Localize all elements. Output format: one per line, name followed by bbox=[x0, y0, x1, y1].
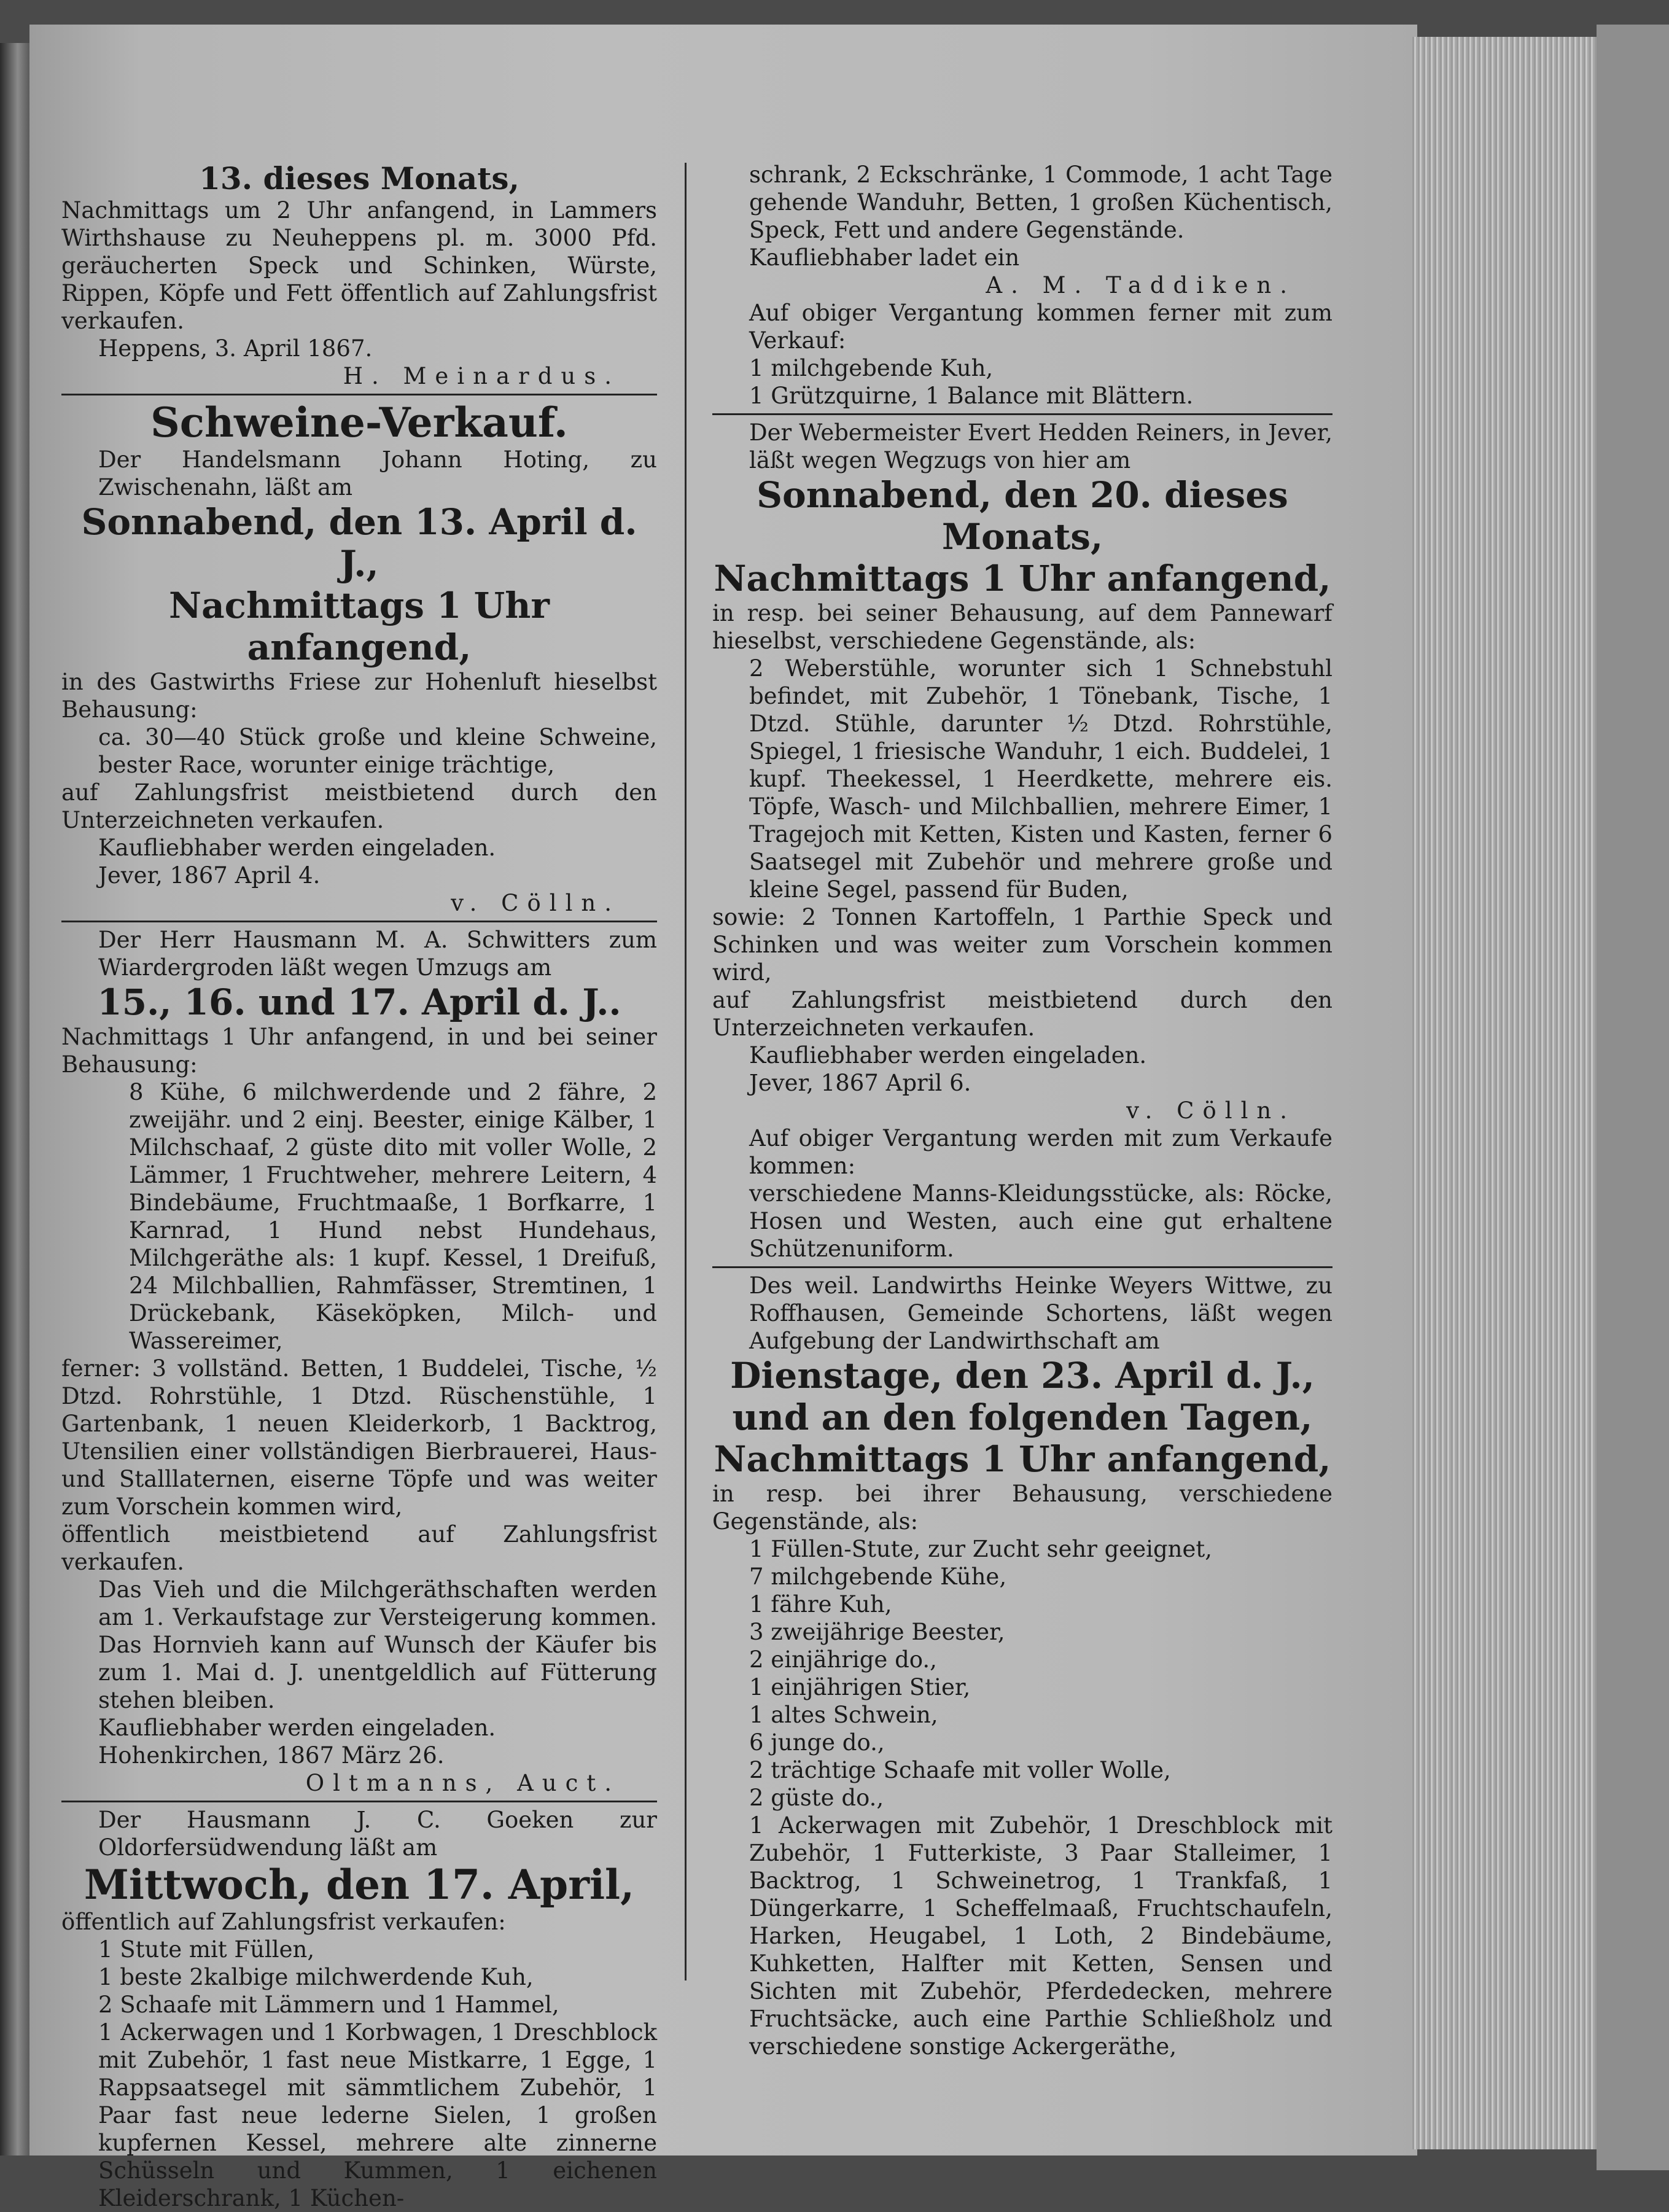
ad-text: Kaufliebhaber werden eingeladen. bbox=[98, 1715, 496, 1741]
ad-text: sowie: 2 Tonnen Kartoffeln, 1 Parthie Speck und Schinken und was weiter zum Vorschein kommen wird, bbox=[712, 904, 1332, 986]
ad-text: 2 trächtige Schaafe mit voller Wolle, bbox=[749, 1757, 1171, 1783]
book-cover-edge bbox=[1597, 25, 1669, 2170]
ad-text: schrank, 2 Eckschränke, 1 Commode, 1 acht Tage gehende Wanduhr, Betten, 1 großen Küchentisch, Speck, Fett und andere Gegenstände. bbox=[749, 162, 1332, 243]
ad-text: in des Gastwirths Friese zur Hohenluft hieselbst Behausung: bbox=[61, 669, 657, 723]
ad-text: öffentlich auf Zahlungsfrist verkaufen: bbox=[61, 1909, 506, 1935]
ad-headline: Nachmittags 1 Uhr anfangend, bbox=[169, 585, 550, 668]
ad-text: Auf obiger Vergantung werden mit zum Verkaufe kommen: bbox=[749, 1125, 1332, 1179]
ad-separator-rule bbox=[712, 1266, 1332, 1268]
ad-text: Der Webermeister Evert Hedden Reiners, in Jever, läßt wegen Wegzugs von hier am bbox=[749, 419, 1332, 473]
ad-text: Nachmittags um 2 Uhr anfangend, in Lammers Wirthshause zu Neuheppens pl. m. 3000 Pfd. geräucherten Speck und Schinken, Würste, Rippen, Köpfe und Fett öffentlich auf Zahlungsfrist verkaufen. bbox=[61, 197, 657, 334]
ad-text: Der Handelsmann Johann Hoting, zu Zwischenahn, läßt am bbox=[98, 446, 657, 500]
ad-text: öffentlich meistbietend auf Zahlungsfrist verkaufen. bbox=[61, 1521, 657, 1575]
page-stack-edge bbox=[1412, 37, 1597, 2149]
advertisement-reiners bbox=[712, 419, 1332, 1263]
ad-separator-rule bbox=[61, 394, 657, 395]
ad-text: 2 einjährige do., bbox=[749, 1646, 937, 1673]
ad-text: verschiedene Manns-Kleidungsstücke, als: Röcke, Hosen und Westen, auch eine gut erhaltene Schützenuniform. bbox=[749, 1180, 1332, 1262]
ad-text: Kaufliebhaber werden eingeladen. bbox=[98, 835, 496, 861]
advertisement-weyers bbox=[712, 1272, 1332, 2060]
ad-text: 3 zweijährige Beester, bbox=[749, 1619, 1005, 1645]
ad-text: 1 beste 2kalbige milchwerdende Kuh, bbox=[98, 1964, 534, 1990]
ad-text: 2 Weberstühle, worunter sich 1 Schnebstuhl befindet, mit Zubehör, 1 Tönebank, Tische, 1 Dtzd. Stühle, darunter ½ Dtzd. Rohrstühle, Spiegel, 1 friesische Wanduhr, 1 eich. Buddelei, 1 kupf. Theekessel, 1 Heerdkette, mehrere eis. Töpfe, Wasch- und Milchballien, mehrere Eimer, 1 Tragejoch mit Ketten, Kisten und Kasten, ferner 6 Saatsegel mit Zubehör und mehrere große und kleine Segel, passend für Buden, bbox=[749, 655, 1332, 903]
ad-text: Das Vieh und die Milchgeräthschaften werden am 1. Verkaufstage zur Versteigerung kommen. Das Hornvieh kann auf Wunsch der Käufer bis zum 1. Mai d. J. unentgeldlich auf Fütterung stehen bleiben. bbox=[98, 1576, 657, 1713]
ad-text: 8 Kühe, 6 milchwerdende und 2 fähre, 2 zweijähr. und 2 einj. Beester, einige Kälber, 1 Milchschaaf, 2 güste dito mit voller Wolle, 2 Lämmer, 1 Fruchtweher, mehrere Leitern, 4 Bindebäume, Fruchtmaaße, 1 Borfkarre, 1 Karnrad, 1 Hund nebst Hundehaus, Milchgeräthe als: 1 kupf. Kessel, 1 Dreifuß, 24 Milchballien, Rahmfässer, Stremtinen, 1 Drückebank, Käseköpken, Milch- und Wassereimer, bbox=[129, 1079, 657, 1354]
ad-text: in resp. bei seiner Behausung, auf dem Pannewarf hieselbst, verschiedene Gegenstände, als: bbox=[712, 600, 1332, 654]
ad-text: ferner: 3 vollständ. Betten, 1 Buddelei, Tische, ½ Dtzd. Rohrstühle, 1 Dtzd. Rüschenstühle, 1 Gartenbank, 1 neuen Kleiderkorb, 1 Backtrog, Utensilien einer vollständigen Bierbrauerei, Haus- und Stalllaternen, eiserne Töpfe und was weiter zum Vorschein kommen wird, bbox=[61, 1355, 657, 1520]
ad-text: Hohenkirchen, 1867 März 26. bbox=[98, 1742, 445, 1769]
ad-headline: Sonnabend, den 20. dieses Monats, bbox=[757, 474, 1288, 558]
ad-text: ca. 30—40 Stück große und kleine Schweine, bester Race, worunter einige trächtige, bbox=[98, 724, 657, 778]
ad-text: 6 junge do., bbox=[749, 1729, 885, 1756]
ad-text: 1 einjährigen Stier, bbox=[749, 1674, 971, 1700]
ad-separator-rule bbox=[61, 1801, 657, 1802]
ad-text: in resp. bei ihrer Behausung, verschiedene Gegenstände, als: bbox=[712, 1481, 1332, 1535]
ad-headline: 13. dieses Monats, bbox=[199, 160, 519, 197]
ad-text: 1 Füllen-Stute, zur Zucht sehr geeignet, bbox=[749, 1536, 1213, 1562]
advertisement-schwitters bbox=[61, 926, 657, 1797]
ad-headline: Sonnabend, den 13. April d. J., bbox=[81, 501, 637, 585]
previous-page-edge bbox=[0, 43, 29, 2156]
ad-headline: Mittwoch, den 17. April, bbox=[84, 1861, 635, 1909]
ad-text: Der Hausmann J. C. Goeken zur Oldorfersüdwendung läßt am bbox=[98, 1807, 657, 1861]
ad-headline: Nachmittags 1 Uhr anfangend, bbox=[714, 1438, 1331, 1480]
ad-text: Jever, 1867 April 6. bbox=[749, 1070, 971, 1096]
advertisement-meinardus bbox=[61, 161, 657, 390]
ad-text: v. Cölln. bbox=[451, 890, 620, 916]
advertisement-goeken bbox=[61, 1806, 657, 2212]
right-column bbox=[712, 161, 1332, 2060]
ad-text: 1 fähre Kuh, bbox=[749, 1591, 892, 1618]
ad-text: v. Cölln. bbox=[1126, 1097, 1296, 1124]
ad-text: Nachmittags 1 Uhr anfangend, in und bei seiner Behausung: bbox=[61, 1024, 657, 1078]
ad-text: 2 güste do., bbox=[749, 1785, 884, 1811]
ad-text: 7 milchgebende Kühe, bbox=[749, 1564, 1007, 1590]
ad-text: Auf obiger Vergantung kommen ferner mit zum Verkauf: bbox=[749, 300, 1332, 354]
ad-text: Jever, 1867 April 4. bbox=[98, 862, 321, 889]
advertisement-hoting bbox=[61, 399, 657, 917]
column-divider bbox=[685, 163, 687, 1980]
ad-separator-rule bbox=[61, 921, 657, 922]
ad-text: 1 altes Schwein, bbox=[749, 1702, 938, 1728]
ad-text: A. M. Taddiken. bbox=[986, 272, 1296, 298]
ad-headline: 15., 16. und 17. April d. J.. bbox=[97, 981, 621, 1023]
ad-text: 1 Stute mit Füllen, bbox=[98, 1936, 315, 1963]
ad-text: auf Zahlungsfrist meistbietend durch den Unterzeichneten verkaufen. bbox=[61, 779, 657, 833]
ad-text: Des weil. Landwirths Heinke Weyers Wittwe, zu Roffhausen, Gemeinde Schortens, läßt wegen Aufgebung der Landwirthschaft am bbox=[749, 1272, 1332, 1354]
ad-text: Kaufliebhaber werden eingeladen. bbox=[749, 1042, 1147, 1069]
advertisement-taddiken bbox=[712, 161, 1332, 410]
ad-text: Heppens, 3. April 1867. bbox=[98, 335, 373, 362]
ad-text: 1 Ackerwagen und 1 Korbwagen, 1 Dreschblock mit Zubehör, 1 fast neue Mistkarre, 1 Egge, 1 Rappsaatsegel mit sämmtlichem Zubehör, 1 Paar fast neue lederne Sielen, 1 großen kupfernen Kessel, mehrere alte zinnerne Schüsseln und Kummen, 1 eichenen Kleiderschrank, 1 Küchen- bbox=[98, 2019, 657, 2211]
ad-headline: Dienstage, den 23. April d. J., bbox=[730, 1355, 1315, 1396]
left-column bbox=[61, 161, 657, 2212]
ad-text: 1 milchgebende Kuh, bbox=[749, 355, 994, 381]
ad-headline: Nachmittags 1 Uhr anfangend, bbox=[714, 558, 1331, 599]
ad-text: auf Zahlungsfrist meistbietend durch den Unterzeichneten verkaufen. bbox=[712, 987, 1332, 1041]
ad-text: 1 Ackerwagen mit Zubehör, 1 Dreschblock mit Zubehör, 1 Futterkiste, 3 Paar Stalleimer, 1 Backtrog, 1 Schweinetrog, 1 Trankfaß, 1 Düngerkarre, 1 Scheffelmaaß, Fruchtschaufeln, Harken, Heugabel, 1 Loth, 2 Bindebäume, Kuhketten, Halfter mit Ketten, Sensen und Sichten mit Zubehör, Pferdedecken, mehrere Fruchtsäcke, auch eine Parthie Schließholz und verschiedene sonstige Ackergeräthe, bbox=[749, 1812, 1332, 2060]
ad-text: 2 Schaafe mit Lämmern und 1 Hammel, bbox=[98, 1992, 559, 2018]
ad-headline: Schweine-Verkauf. bbox=[150, 399, 568, 446]
ad-headline: und an den folgenden Tagen, bbox=[732, 1396, 1313, 1438]
ad-text: Kaufliebhaber ladet ein bbox=[749, 244, 1020, 271]
ad-text: Der Herr Hausmann M. A. Schwitters zum Wiardergroden läßt wegen Umzugs am bbox=[98, 927, 657, 981]
ad-text: Oltmanns, Auct. bbox=[305, 1770, 620, 1796]
ad-text: 1 Grützquirne, 1 Balance mit Blättern. bbox=[749, 383, 1194, 409]
ad-separator-rule bbox=[712, 413, 1332, 415]
ad-text: H. Meinardus. bbox=[343, 363, 620, 389]
